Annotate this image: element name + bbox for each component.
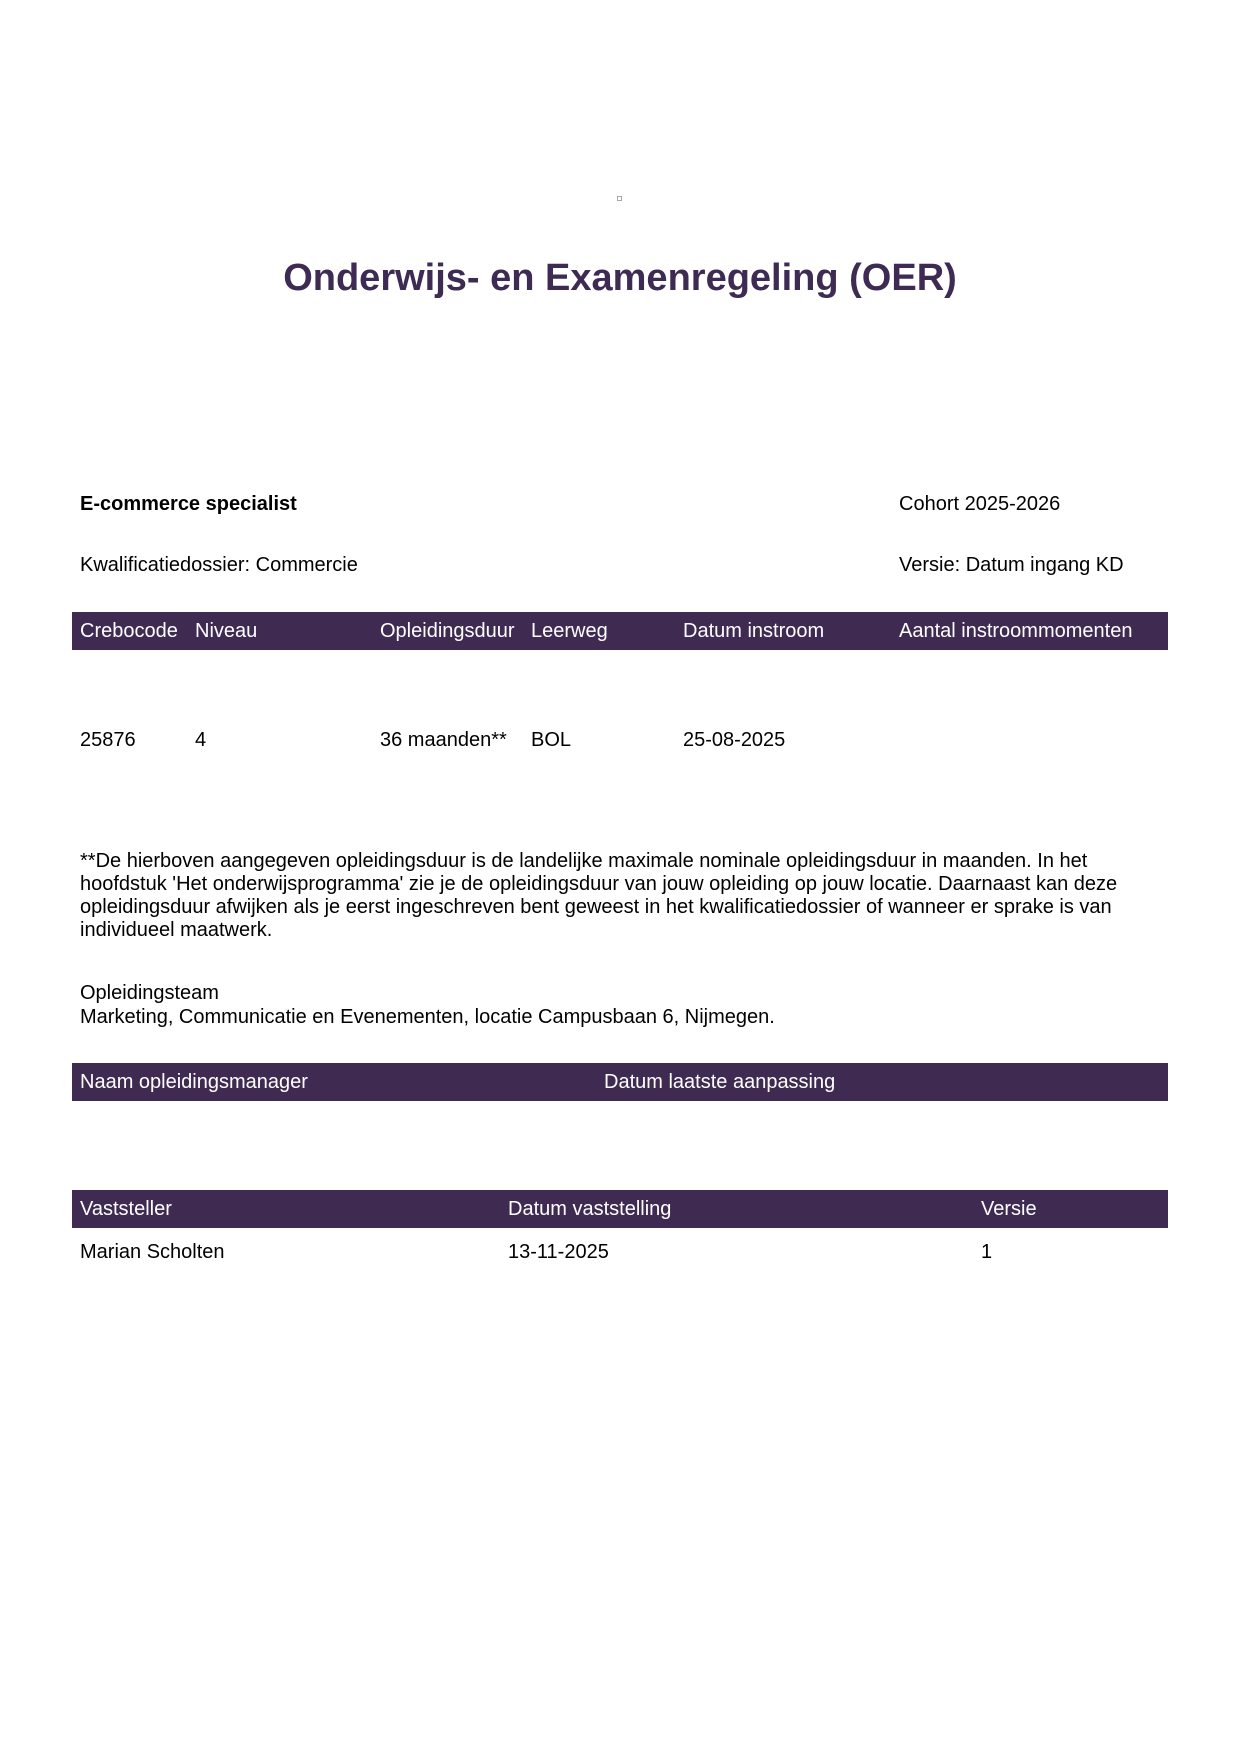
header-vaststeller: Vaststeller [80,1198,172,1220]
header-aantal-instroommomenten: Aantal instroommomenten [899,620,1133,642]
logo-image-placeholder [617,196,622,201]
cell-crebocode: 25876 [80,729,136,751]
versie-label: Versie: Datum ingang KD [899,554,1124,576]
header-naam-opleidingsmanager: Naam opleidingsmanager [80,1071,308,1093]
header-datum-laatste-aanpassing: Datum laatste aanpassing [604,1071,836,1093]
footnote-paragraph: **De hierboven aangegeven opleidingsduur is de landelijke maximale nominale opleidingsduur in maanden. In het hoofdstuk 'Het onderwijsprogramma' zie je de opleidingsduur van jouw opleiding op jouw locatie. Daarnaast kan deze opleidingsduur afwijken als je eerst ingeschreven bent geweest in het kwalificatiedossier of wanneer er sprake is van individueel maatwerk. [80,850,1118,941]
header-datum-vaststelling: Datum vaststelling [508,1198,672,1220]
manager-table-header [72,1063,1168,1101]
cell-versie: 1 [981,1241,993,1263]
header-leerweg: Leerweg [531,620,608,642]
vaststelling-table-header [72,1190,1168,1228]
program-name: E-commerce specialist [80,493,297,515]
header-crebocode: Crebocode [80,620,178,642]
cell-opleidingsduur: 36 maanden** [380,729,507,751]
cell-datum-instroom: 25-08-2025 [683,729,786,751]
header-versie: Versie [981,1198,1037,1220]
program-table-header [72,612,1168,650]
header-opleidingsduur: Opleidingsduur [380,620,515,642]
cohort-label: Cohort 2025-2026 [899,493,1061,515]
header-datum-instroom: Datum instroom [683,620,825,642]
header-niveau: Niveau [195,620,258,642]
opleidingsteam-description: Marketing, Communicatie en Evenementen, locatie Campusbaan 6, Nijmegen. [80,1006,775,1028]
kwalificatiedossier-label: Kwalificatiedossier: Commercie [80,554,358,576]
opleidingsteam-label: Opleidingsteam [80,982,219,1004]
cell-vaststeller: Marian Scholten [80,1241,225,1263]
cell-datum-vaststelling: 13-11-2025 [508,1241,609,1263]
cell-leerweg: BOL [531,729,572,751]
cell-niveau: 4 [195,729,207,751]
document-title: Onderwijs- en Examenregeling (OER) [283,257,957,299]
